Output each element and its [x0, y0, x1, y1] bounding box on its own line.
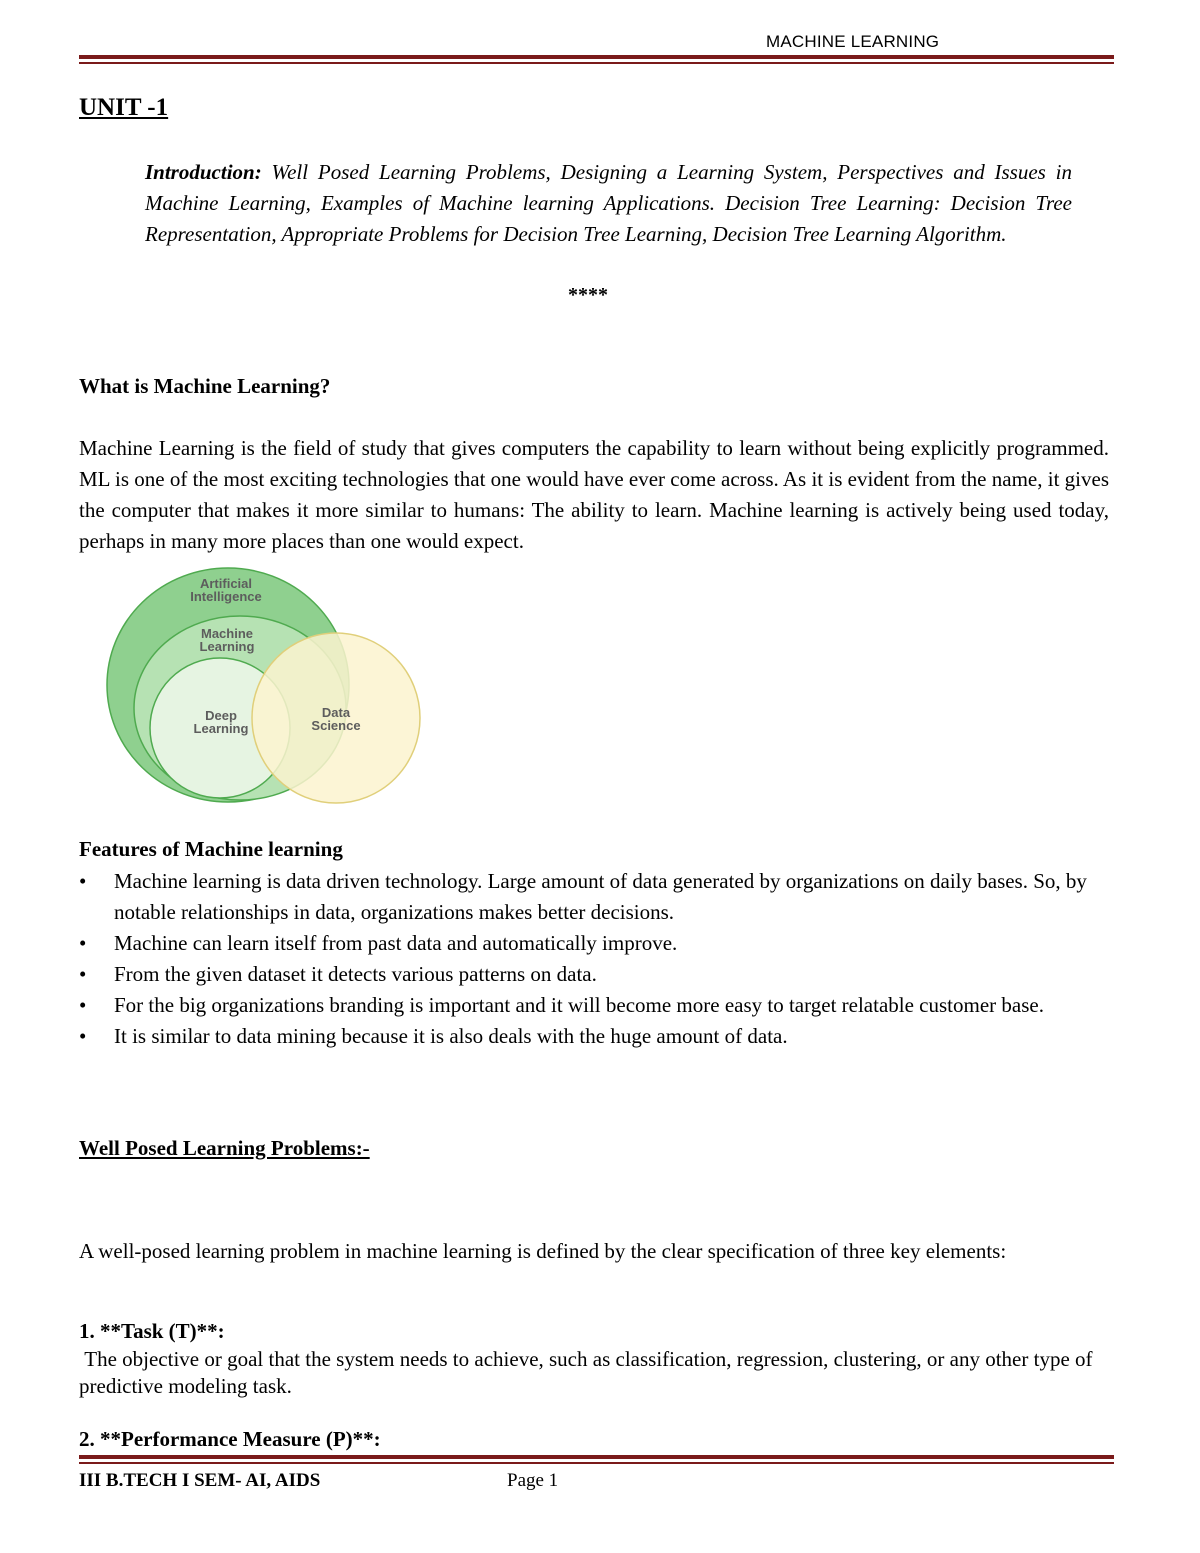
list-item: • Machine learning is data driven technology. Large amount of data generated by organizations on daily bases. So, by notable relationships in data, organizations makes better decisions.	[79, 866, 1114, 928]
footer-course: III B.TECH I SEM- AI, AIDS	[79, 1470, 321, 1491]
ds-label-line1: Data	[321, 705, 351, 720]
performance-heading: 2. **Performance Measure (P)**:	[79, 1427, 381, 1451]
list-item: • It is similar to data mining because it is also deals with the huge amount of data.	[79, 1021, 1114, 1052]
dl-label-line2: Learning	[193, 721, 249, 736]
task-heading: 1. **Task (T)**:	[79, 1319, 225, 1343]
ml-label-line1: Machine	[200, 626, 254, 641]
intro-block	[145, 157, 1072, 250]
bullet-glyph: •	[79, 962, 87, 986]
bullet-glyph: •	[79, 993, 87, 1017]
intro-text: Well Posed Learning Problems, Designing a Learning System, Perspectives and Issues in Machine Learning, Examples of Machine learning Applications. Decision Tree Learning: Decision Tree Representation, Appropriate Problems for Decision Tree Learning, Decision Tree Learning Algorithm.	[145, 160, 1072, 246]
header-rule-thin	[79, 62, 1114, 64]
well-posed-intro: A well-posed learning problem in machine learning is defined by the clear specification of three key elements:	[79, 1239, 1007, 1263]
page-number: Page 1	[507, 1470, 559, 1491]
list-item: • Machine can learn itself from past data and automatically improve.	[79, 928, 1114, 959]
intro-label: Introduction:	[145, 160, 262, 184]
bullet-glyph: •	[79, 869, 87, 893]
features-heading: Features of Machine learning	[79, 837, 343, 861]
well-posed-heading: Well Posed Learning Problems:-	[79, 1136, 370, 1160]
list-item: • From the given dataset it detects various patterns on data.	[79, 959, 1114, 990]
ai-label-line1: Artificial	[199, 576, 253, 591]
ds-label-line2: Science	[311, 718, 361, 733]
unit-title: UNIT -1	[79, 94, 169, 121]
running-header-title: MACHINE LEARNING	[766, 32, 940, 51]
ai-label-line2: Intelligence	[190, 589, 262, 604]
features-list	[79, 866, 1114, 1052]
ai-ml-dl-ds-venn-diagram	[100, 560, 430, 805]
section-separator: ****	[568, 284, 608, 306]
task-text: The objective or goal that the system needs to achieve, such as classification, regression, clustering, or any other type of predictive modeling task.	[79, 1347, 1098, 1398]
footer-rule-thin	[79, 1462, 1114, 1464]
footer-rule-thick	[79, 1455, 1114, 1459]
list-item: • For the big organizations branding is important and it will become more easy to target relatable customer base.	[79, 990, 1114, 1021]
dl-label-line1: Deep	[205, 708, 237, 723]
what-is-ml-heading: What is Machine Learning?	[79, 374, 331, 398]
ml-label-line2: Learning	[199, 639, 255, 654]
bullet-glyph: •	[79, 1024, 87, 1048]
bullet-glyph: •	[79, 931, 87, 955]
what-is-ml-paragraph: Machine Learning is the field of study that gives computers the capability to learn without being explicitly programmed. ML is one of the most exciting technologies that one would have ever come across. As it is evident from the name, it gives the computer that makes it more similar to humans: The ability to learn. Machine learning is actively being used today, perhaps in many more places than one would expect.	[79, 436, 1109, 553]
header-rule-thick	[79, 55, 1114, 59]
